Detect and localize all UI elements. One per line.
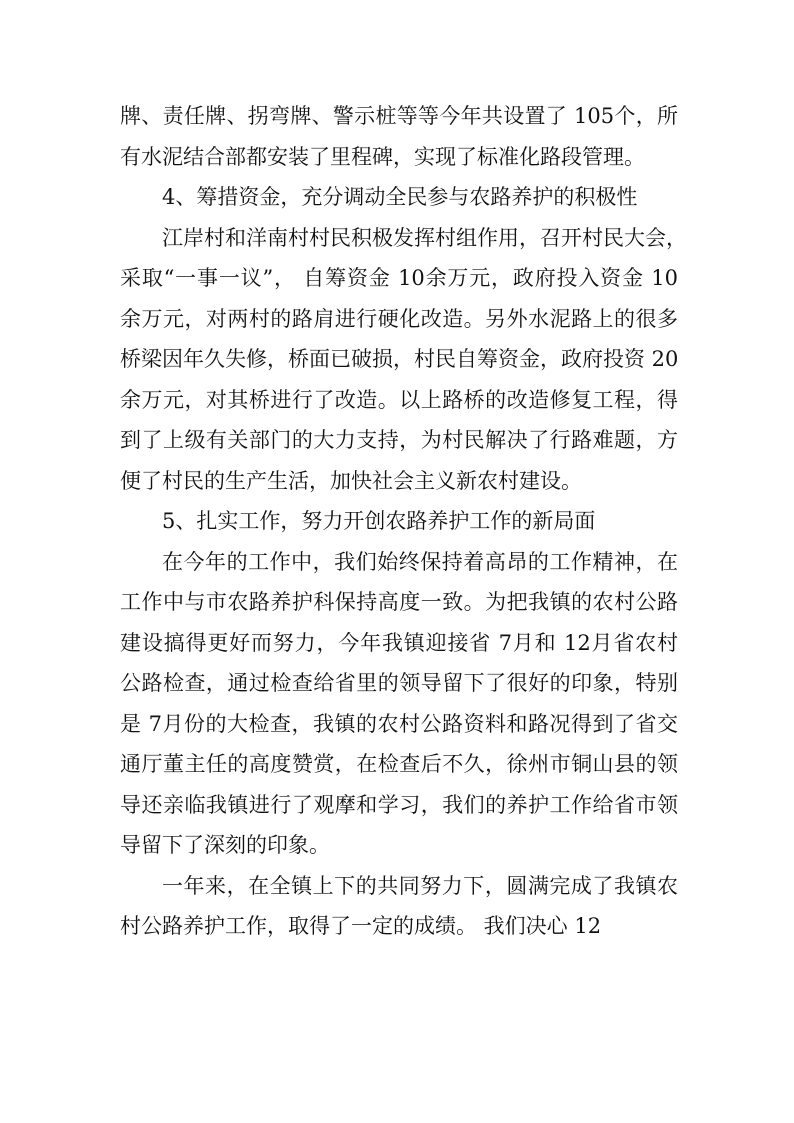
- section-heading-5: 5、扎实工作，努力开创农路养护工作的新局面: [162, 509, 596, 533]
- text-line-15: 公路检查，通过检查给省里的领导留下了很好的印象，特别: [120, 671, 678, 695]
- text-line-7: 桥梁因年久失修，桥面已破损，村民自筹资金，政府投资 20: [120, 347, 679, 371]
- text-line-4: 江岸村和洋南村村民积极发挥村组作用，召开村民大会，: [162, 225, 687, 250]
- section-heading-4: 4、筹措资金，充分调动全民参与农路养护的积极性: [162, 185, 638, 209]
- text-line-9: 到了上级有关部门的大力支持，为村民解决了行路难题，方: [120, 428, 678, 452]
- text-line-10: 便了村民的生产生活，加快社会主义新农村建设。: [120, 468, 582, 493]
- text-line-14: 建设搞得更好而努力，今年我镇迎接省 7月和 12月省农村: [120, 630, 678, 655]
- text-line-1: 牌、责任牌、拐弯牌、警示桩等等今年共设置了 105个，所: [120, 104, 678, 128]
- text-line-17: 通厅董主任的高度赞赏，在检查后不久，徐州市铜山县的领: [120, 752, 678, 776]
- text-line-19: 导留下了深刻的印象。: [120, 833, 330, 857]
- text-line-16: 是 7月份的大检查，我镇的农村公路资料和路况得到了省交: [120, 711, 678, 736]
- text-line-20: 一年来，在全镇上下的共同努力下，圆满完成了我镇农: [162, 873, 678, 898]
- text-line-18: 导还亲临我镇进行了观摩和学习，我们的养护工作给省市领: [120, 792, 678, 817]
- text-line-12: 在今年的工作中，我们始终保持着高昂的工作精神，在: [162, 549, 678, 574]
- body-text: [120, 96, 687, 947]
- text-line-21: 村公路养护工作，取得了一定的成绩。 我们决心 12: [120, 914, 602, 938]
- text-line-6: 余万元，对两村的路肩进行硬化改造。另外水泥路上的很多: [120, 306, 678, 331]
- text-line-2: 有水泥结合部都安装了里程碑，实现了标准化路段管理。: [120, 144, 645, 169]
- text-line-8: 余万元，对其桥进行了改造。以上路桥的改造修复工程，得: [120, 387, 678, 412]
- text-line-13: 工作中与市农路养护科保持高度一致。为把我镇的农村公路: [120, 590, 678, 614]
- text-line-5: 采取“一事一议”， 自筹资金 10余万元，政府投入资金 10: [120, 266, 678, 290]
